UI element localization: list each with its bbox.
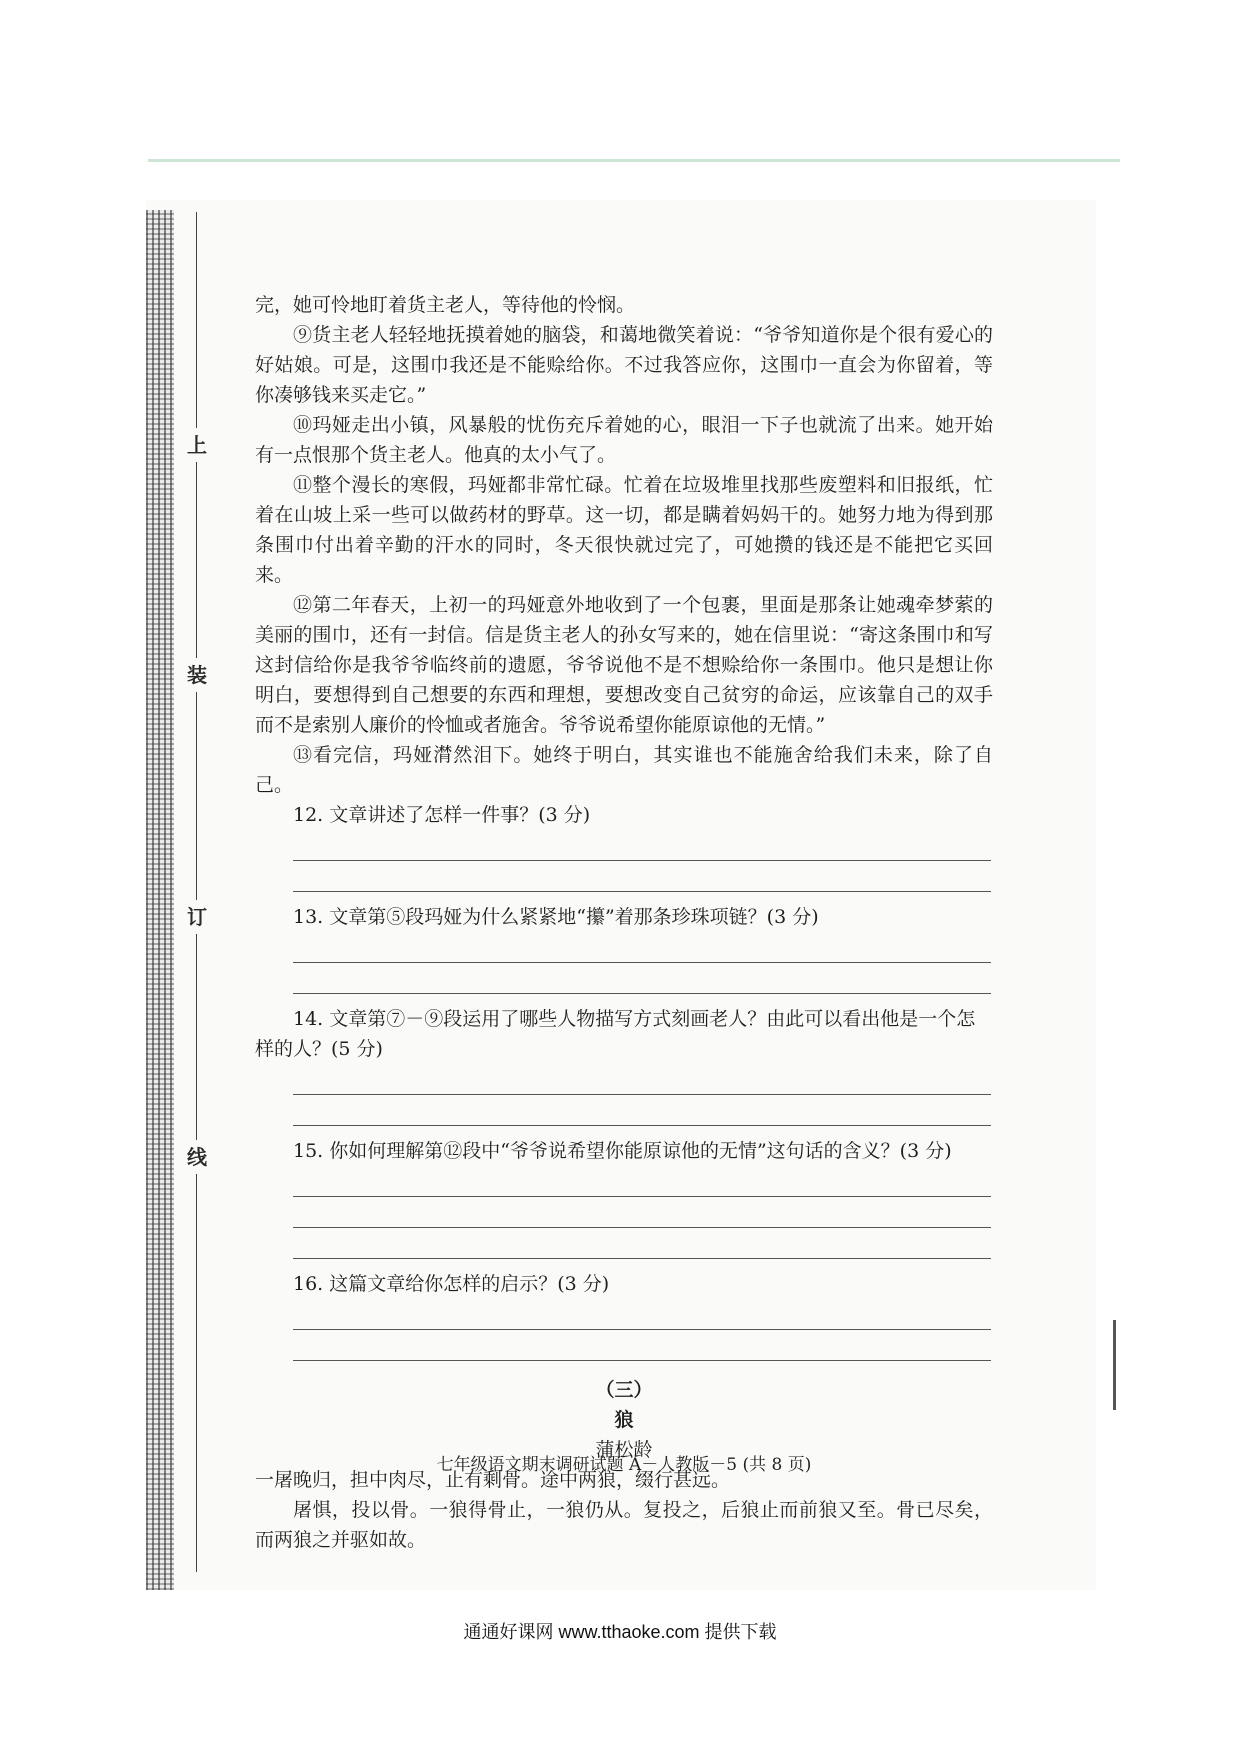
question-13: 13. 文章第⑤段玛娅为什么紧紧地“攥”着那条珍珠项链？(3 分): [293, 906, 819, 928]
question-16: 16. 这篇文章给你怎样的启示？(3 分): [293, 1273, 610, 1295]
question-14: 14. 文章第⑦－⑨段运用了哪些人物描写方式刻画老人？由此可以看出他是一个怎样的人？(5 分): [255, 1008, 976, 1060]
answer-line[interactable]: [293, 1299, 991, 1330]
decorative-border-strip: [146, 210, 174, 1590]
exam-footer: 七年级语文期末调研试题 A－人教版－5 (共 8 页): [436, 1455, 812, 1475]
binding-label-zhuang: 装: [182, 658, 212, 692]
answer-line[interactable]: [293, 1166, 991, 1197]
answer-line[interactable]: [293, 963, 991, 994]
binding-label-ding: 订: [182, 900, 212, 934]
binding-label-shang: 上: [182, 428, 212, 462]
right-margin-mark: [1113, 1320, 1116, 1410]
answer-line[interactable]: [293, 830, 991, 861]
story-paragraph: ⑪整个漫长的寒假，玛娅都非常忙碌。忙着在垃圾堆里找那些废塑料和旧报纸，忙着在山坡上采一些可以做药材的野草。这一切，都是瞒着妈妈干的。她努力地为得到那条围巾付出着辛勤的汗水的同时，冬天很快就过完了，可她攒的钱还是不能把它买回来。: [255, 474, 993, 586]
page-content: [255, 290, 993, 1555]
answer-line[interactable]: [293, 932, 991, 963]
binding-line: [196, 212, 197, 1572]
question-12: 12. 文章讲述了怎样一件事？(3 分): [293, 804, 591, 826]
answer-line[interactable]: [293, 1095, 991, 1126]
story-paragraph: ⑫第二年春天，上初一的玛娅意外地收到了一个包裹，里面是那条让她魂牵梦萦的美丽的围巾，还有一封信。信是货主老人的孙女写来的，她在信里说：“寄这条围巾和写这封信给你是我爷爷临终前的遗愿，爷爷说他不是不想赊给你一条围巾。他只是想让你明白，要想得到自己想要的东西和理想，要想改变自己贫穷的命运，应该靠自己的双手而不是索别人廉价的怜恤或者施舍。爷爷说希望你能原谅他的无情。”: [255, 594, 993, 736]
story-paragraph: 完，她可怜地盯着货主老人，等待他的怜悯。: [255, 294, 636, 316]
story-paragraph: ⑨货主老人轻轻地抚摸着她的脑袋，和蔼地微笑着说：“爷爷知道你是个很有爱心的好姑娘。可是，这围巾我还是不能赊给你。不过我答应你，这围巾一直会为你留着，等你凑够钱来买走它。”: [255, 324, 993, 406]
binding-label-xian: 线: [182, 1140, 212, 1174]
section-label: （三）: [595, 1379, 653, 1401]
answer-line[interactable]: [293, 1330, 991, 1361]
answer-line[interactable]: [293, 861, 991, 892]
answer-line[interactable]: [293, 1197, 991, 1228]
story-paragraph: ⑬看完信，玛娅潸然泪下。她终于明白，其实谁也不能施舍给我们未来，除了自己。: [255, 744, 993, 796]
poem-author: 蒲松龄: [595, 1439, 653, 1461]
question-15: 15. 你如何理解第⑫段中“爷爷说希望你能原谅他的无情”这句话的含义？(3 分): [293, 1140, 952, 1162]
top-divider: [148, 159, 1120, 162]
download-note: 通通好课网 www.tthaoke.com 提供下载: [463, 1622, 777, 1642]
classical-paragraph: 屠惧，投以骨。一狼得骨止，一狼仍从。复投之，后狼止而前狼又至。骨已尽矣，而两狼之并驱如故。: [255, 1499, 993, 1551]
poem-title: 狼: [614, 1409, 634, 1431]
answer-line[interactable]: [293, 1228, 991, 1259]
story-paragraph: ⑩玛娅走出小镇，风暴般的忧伤充斥着她的心，眼泪一下子也就流了出来。她开始有一点恨那个货主老人。他真的太小气了。: [255, 414, 993, 466]
classical-paragraph: 一屠晚归，担中肉尽，止有剩骨。途中两狼，缀行甚远。: [255, 1469, 731, 1491]
answer-line[interactable]: [293, 1064, 991, 1095]
